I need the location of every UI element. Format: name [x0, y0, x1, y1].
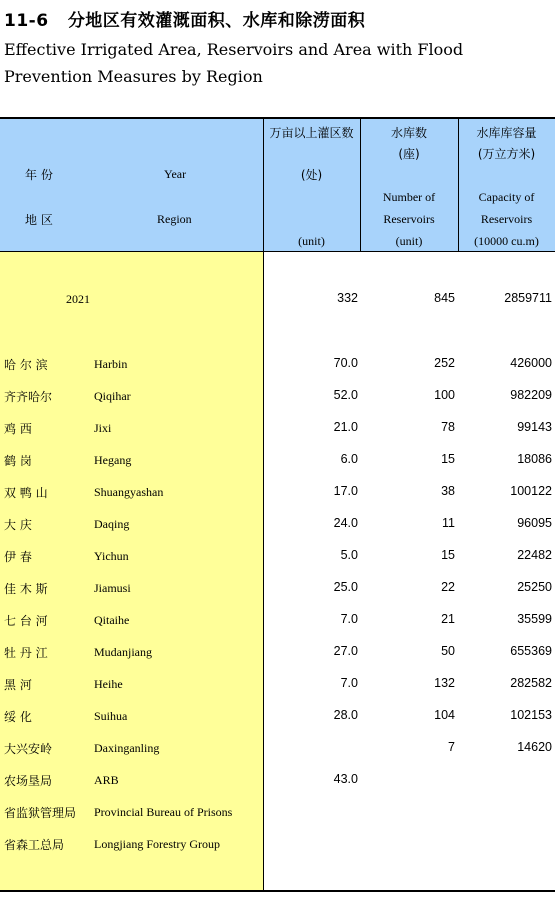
header-col3-cn: 水库库容量: [476, 126, 537, 140]
total-col2: 845: [434, 291, 455, 305]
row-region-cn: 伊 春: [4, 550, 32, 564]
row-col2: 15: [441, 452, 455, 466]
row-region-en: Suihua: [94, 709, 128, 723]
header-col2-cn-unit: (座): [398, 147, 420, 161]
row-region-en: Daxinganling: [94, 741, 160, 755]
row-col1: 28.0: [333, 708, 358, 722]
row-region-cn: 黑 河: [4, 678, 32, 692]
row-col1: 7.0: [340, 612, 358, 626]
row-region-en: Harbin: [94, 357, 128, 371]
row-col2: 22: [441, 580, 455, 594]
table-title-en: [4, 36, 549, 90]
region-column-background: [0, 252, 263, 890]
header-region-cn: 地 区: [25, 213, 53, 227]
header-col2-en-unit: (unit): [395, 234, 423, 248]
table-title-en-line1: Effective Irrigated Area, Reservoirs and Area with Flood: [4, 40, 464, 59]
row-region-cn: 农场垦局: [4, 774, 53, 788]
header-col3-cn-unit: (万立方米): [477, 147, 536, 161]
header-year-cn: 年 份: [25, 168, 53, 182]
table-title-en-line2: Prevention Measures by Region: [4, 67, 263, 86]
row-col1: 6.0: [340, 452, 358, 466]
header-col3-en1: Capacity of: [478, 190, 535, 204]
row-region-en: Mudanjiang: [94, 645, 152, 659]
row-region-en: Jiamusi: [94, 581, 131, 595]
row-col2: 7: [448, 740, 455, 754]
bottom-rule: [0, 890, 555, 892]
row-region-cn: 齐齐哈尔: [4, 390, 53, 404]
row-region-en: ARB: [94, 773, 119, 787]
row-col2: 15: [441, 548, 455, 562]
row-col3: 14620: [517, 740, 552, 754]
row-region-en: Qiqihar: [94, 389, 131, 403]
row-region-en: Yichun: [94, 549, 129, 563]
row-region-en: Qitaihe: [94, 613, 130, 627]
row-region-cn: 绥 化: [4, 710, 32, 724]
table-title-cn-text: 分地区有效灌溉面积、水库和除涝面积: [67, 11, 366, 31]
row-region-en: Hegang: [94, 453, 132, 467]
row-region-en: Shuangyashan: [94, 485, 164, 499]
total-year: 2021: [66, 292, 90, 306]
row-region-en: Daqing: [94, 517, 130, 531]
row-col1: 21.0: [333, 420, 358, 434]
header-col3-en2: Reservoirs: [480, 212, 533, 226]
row-region-cn: 佳 木 斯: [4, 582, 48, 596]
row-region-cn: 省监狱管理局: [4, 806, 77, 820]
row-col1: 43.0: [333, 772, 358, 786]
header-col2-cn: 水库数: [390, 126, 427, 140]
total-col1: 332: [337, 291, 358, 305]
row-col3: 426000: [510, 356, 552, 370]
row-col1: 27.0: [333, 644, 358, 658]
row-region-en: Heihe: [94, 677, 123, 691]
row-col2: 252: [434, 356, 455, 370]
row-col3: 982209: [510, 388, 552, 402]
row-region-cn: 牡 丹 江: [4, 646, 48, 660]
row-region-en: Provincial Bureau of Prisons: [94, 805, 233, 819]
row-region-cn: 省森工总局: [4, 838, 65, 852]
row-region-en: Jixi: [94, 421, 112, 435]
row-col3: 99143: [517, 420, 552, 434]
row-col2: 132: [434, 676, 455, 690]
row-region-cn: 鸡 西: [4, 422, 32, 436]
row-region-cn: 大 庆: [4, 518, 32, 532]
top-rule: [0, 117, 555, 119]
row-region-cn: 鹤 岗: [4, 454, 32, 468]
row-col1: 52.0: [333, 388, 358, 402]
header-col1-cn-unit: (处): [300, 168, 323, 182]
row-col2: 104: [434, 708, 455, 722]
row-col2: 11: [442, 516, 455, 530]
total-col3: 2859711: [504, 291, 552, 305]
row-col3: 100122: [510, 484, 552, 498]
row-col1: 25.0: [333, 580, 358, 594]
row-col1: 24.0: [333, 516, 358, 530]
row-col3: 102153: [510, 708, 552, 722]
row-region-cn: 大兴安岭: [4, 742, 53, 756]
header-col2-en1: Number of: [382, 190, 436, 204]
row-col2: 50: [441, 644, 455, 658]
row-region-cn: 哈 尔 滨: [4, 358, 48, 372]
row-col1: 7.0: [340, 676, 358, 690]
row-region-cn: 七 台 河: [4, 614, 48, 628]
row-col2: 21: [441, 612, 455, 626]
row-col3: 96095: [517, 516, 552, 530]
row-region-cn: 双 鸭 山: [4, 486, 48, 500]
header-col1-en-unit: (unit): [298, 234, 325, 248]
row-col2: 100: [434, 388, 455, 402]
header-bottom-rule: [0, 251, 555, 252]
row-col3: 282582: [510, 676, 552, 690]
row-col1: 5.0: [340, 548, 358, 562]
row-col1: 70.0: [333, 356, 358, 370]
row-col1: 17.0: [333, 484, 358, 498]
header-col1-cn: 万亩以上灌区数: [269, 126, 354, 140]
header-year-en: Year: [164, 167, 187, 181]
row-col3: 25250: [517, 580, 552, 594]
row-col3: 35599: [517, 612, 552, 626]
header-col2-en2: Reservoirs: [383, 212, 435, 226]
row-col3: 655369: [510, 644, 552, 658]
table-number: 11-6: [4, 11, 49, 31]
row-col2: 78: [441, 420, 455, 434]
row-col3: 22482: [517, 548, 552, 562]
table-title-cn: [4, 6, 365, 31]
row-region-en: Longjiang Forestry Group: [94, 837, 220, 851]
header-region-en: Region: [157, 212, 192, 226]
row-col2: 38: [441, 484, 455, 498]
row-col3: 18086: [517, 452, 552, 466]
header-col3-en-unit: (10000 cu.m): [474, 234, 539, 248]
